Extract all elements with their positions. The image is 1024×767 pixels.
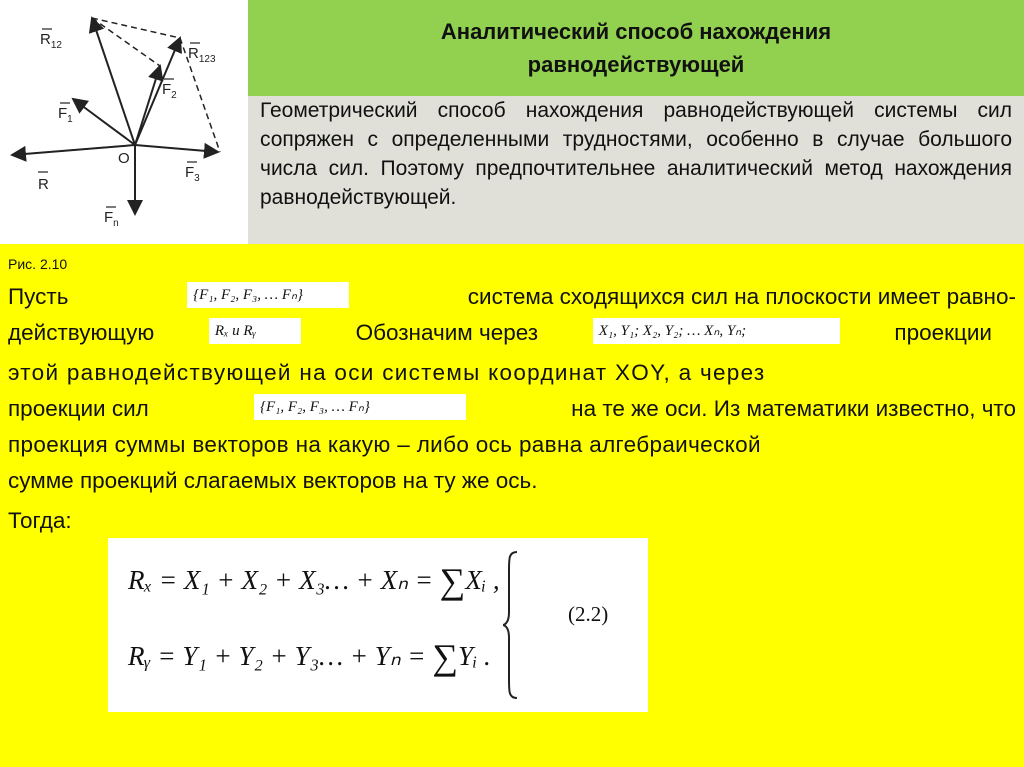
label-r123: $R_{123}$	[188, 45, 216, 65]
equation-rx: Rₓ = X₁ + X₂ + X₃… + Xₙ = ∑Xᵢ ,	[128, 561, 500, 601]
body-text: проекции	[894, 320, 992, 345]
body-line-7	[8, 506, 1016, 536]
force-polygon-figure	[0, 0, 246, 244]
body-text: сумме проекций слагаемых векторов на ту же ось.	[8, 468, 538, 493]
body-line-5	[8, 430, 1016, 460]
force-diagram	[0, 0, 246, 244]
equation-number: (2.2)	[568, 602, 609, 626]
vector-f1	[73, 99, 135, 145]
label-f1: $F_1$	[58, 105, 73, 125]
body-line-1	[8, 282, 1016, 312]
equation-ry: Rᵧ = Y₁ + Y₂ + Y₃… + Yₙ = ∑Yᵢ .	[128, 637, 491, 677]
body-text: действующую	[8, 320, 155, 345]
slide-title-line2: равнодействующей	[527, 52, 745, 77]
formula-box	[108, 538, 648, 712]
body-text: проекция суммы векторов на какую – либо ось равна алгебраической	[8, 432, 761, 457]
slide-title-band	[248, 0, 1024, 96]
body-text: на те же оси. Из математики известно, что	[571, 396, 1016, 421]
body-text: система сходящихся сил на плоскости имеет равно-	[467, 284, 1016, 309]
sum-symbol: ∑	[432, 637, 458, 677]
body-line-2	[8, 318, 1016, 348]
vector-r	[12, 145, 135, 155]
label-f2: $F_2$	[162, 81, 177, 101]
vector-f3	[135, 145, 218, 152]
label-r: R	[38, 176, 49, 193]
body-text: Обозначим через	[355, 320, 539, 345]
system-brace	[503, 550, 523, 700]
body-line-3	[8, 358, 1016, 388]
vector-labels	[38, 29, 216, 229]
resultant-box: Rₓ и Rᵧ	[209, 318, 301, 344]
body-text: этой равнодействующей на оси системы координат XOY, а через	[8, 360, 766, 385]
body-text: Пусть	[8, 284, 69, 309]
label-fn: $F_n$	[104, 209, 119, 229]
projections-box: X₁, Y₁; X₂, Y₂; … Xₙ, Yₙ;	[593, 318, 840, 344]
intro-paragraph: Геометрический способ нахождения равнодействующей системы сил сопряжен с определенными трудностями, особенно в случае большого числа сил. Поэтому предпочтительнее аналитический метод нахождения равнодействующей.	[260, 99, 1012, 209]
label-origin: O	[118, 150, 130, 167]
body-text: Тогда:	[8, 508, 72, 533]
body-text: проекции сил	[8, 396, 149, 421]
forces-set-box-2: {F₁, F₂, F₃, … Fₙ}	[254, 394, 466, 420]
figure-caption: Рис. 2.10	[8, 256, 68, 272]
label-r12: $R_{12}$	[40, 31, 62, 51]
main-content	[0, 244, 1024, 767]
body-line-4	[8, 394, 1016, 424]
slide-title-line1: Аналитический способ нахождения	[440, 19, 832, 44]
label-f3: $F_3$	[185, 164, 200, 184]
intro-band	[248, 96, 1024, 244]
vector-r12	[92, 18, 135, 145]
forces-set-box: {F₁, F₂, F₃, … Fₙ}	[187, 282, 349, 308]
sum-symbol: ∑	[439, 561, 466, 601]
body-line-6	[8, 466, 1016, 496]
vector-f2	[135, 66, 160, 145]
